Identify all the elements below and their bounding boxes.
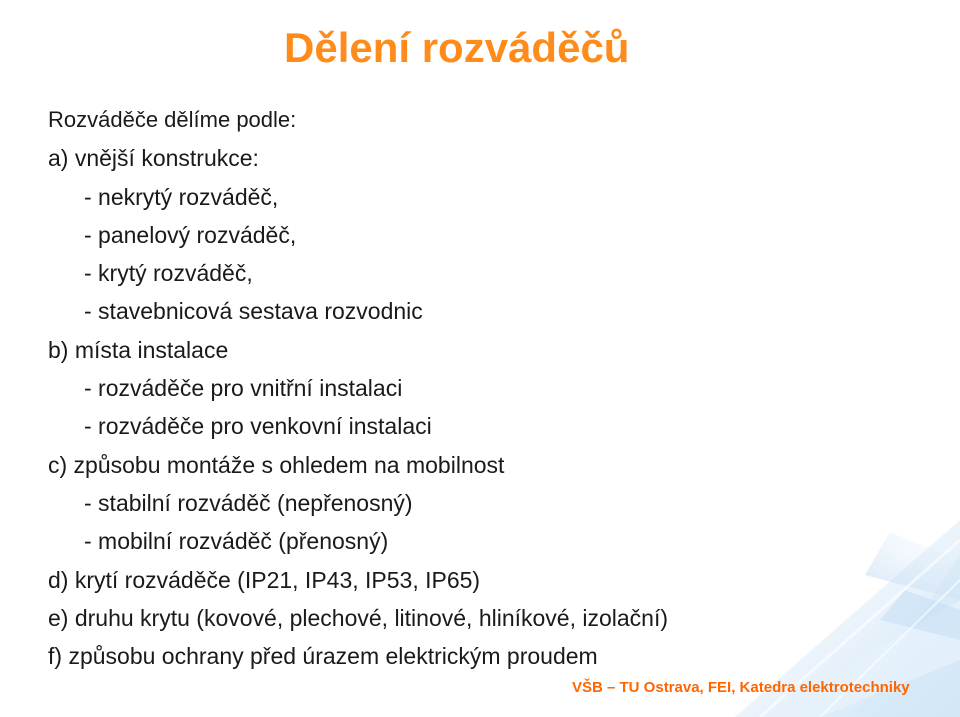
list-line-a1: - nekrytý rozváděč, [84, 183, 279, 210]
list-line-b1: - rozváděče pro vnitřní instalaci [84, 375, 403, 402]
list-line-a3: - krytý rozváděč, [84, 260, 253, 287]
list-line-c2: - mobilní rozváděč (přenosný) [84, 528, 389, 555]
list-line-f: f) způsobu ochrany před úrazem elektrickým proudem [48, 643, 598, 670]
list-line-a4: - stavebnicová sestava rozvodnic [84, 298, 423, 325]
slide-footer: VŠB – TU Ostrava, FEI, Katedra elektrotechniky [572, 679, 910, 696]
list-line-d: d) krytí rozváděče (IP21, IP43, IP53, IP65) [48, 566, 481, 593]
list-line-b: b) místa instalace [48, 336, 229, 363]
list-line-b2: - rozváděče pro venkovní instalaci [84, 413, 432, 440]
slide-title: Dělení rozváděčů [284, 24, 630, 71]
list-line-a2: - panelový rozváděč, [84, 221, 297, 248]
list-line-c1: - stabilní rozváděč (nepřenosný) [84, 489, 413, 516]
content-list [48, 101, 668, 675]
list-line-a: a) vnější konstrukce: [48, 145, 259, 172]
list-line-e: e) druhu krytu (kovové, plechové, litinové, hliníkové, izolační) [48, 604, 669, 631]
list-line-c: c) způsobu montáže s ohledem na mobilnost [48, 451, 505, 478]
list-line-intro: Rozváděče dělíme podle: [48, 107, 297, 132]
